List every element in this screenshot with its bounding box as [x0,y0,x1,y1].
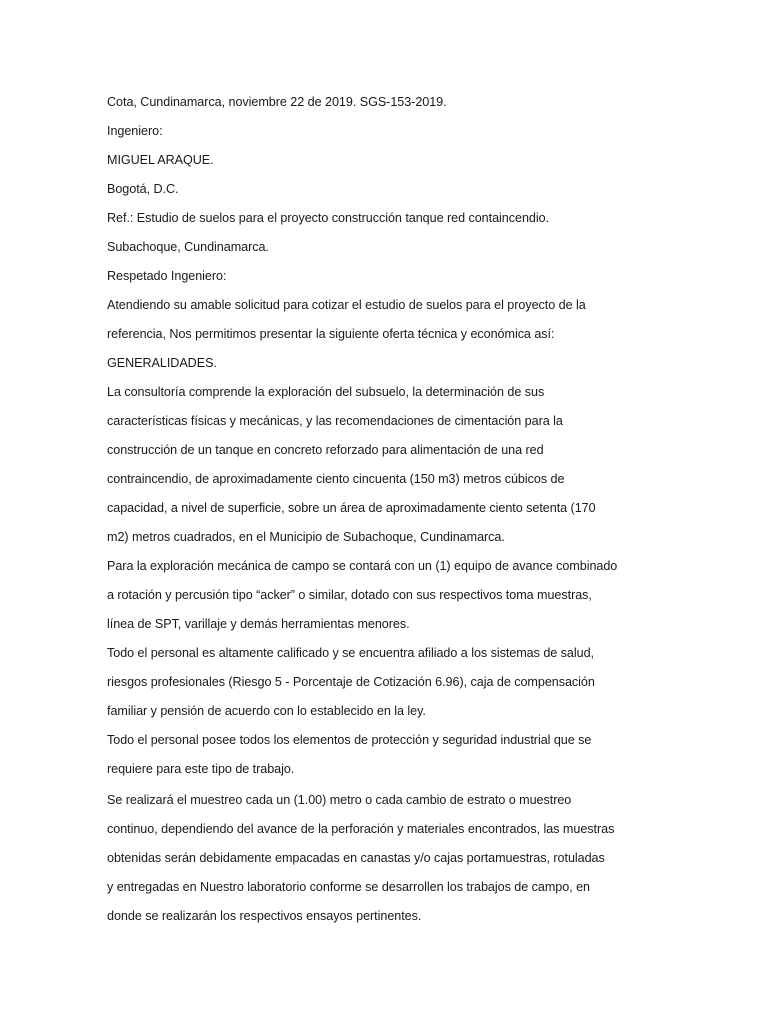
body-text-line: riesgos profesionales (Riesgo 5 - Porcentaje de Cotización 6.96), caja de compensación [107,675,595,689]
body-text-line: Atendiendo su amable solicitud para cotizar el estudio de suelos para el proyecto de la [107,298,586,312]
body-text-line: Todo el personal es altamente calificado y se encuentra afiliado a los sistemas de salud, [107,646,594,660]
body-text-line: capacidad, a nivel de superficie, sobre un área de aproximadamente ciento setenta (170 [107,501,596,515]
body-text-line: línea de SPT, varillaje y demás herramientas menores. [107,617,410,631]
body-text-line: continuo, dependiendo del avance de la perforación y materiales encontrados, las muestras [107,822,615,836]
addressee-city: Bogotá, D.C. [107,182,179,196]
body-text-line: referencia, Nos permitimos presentar la siguiente oferta técnica y económica así: [107,327,555,341]
addressee-title: Ingeniero: [107,124,163,138]
reference-location: Subachoque, Cundinamarca. [107,240,269,254]
body-text-line: características físicas y mecánicas, y las recomendaciones de cimentación para la [107,414,563,428]
body-text-line: a rotación y percusión tipo “acker” o similar, dotado con sus respectivos toma muestras, [107,588,592,602]
body-text-line: La consultoría comprende la exploración del subsuelo, la determinación de sus [107,385,545,399]
body-text-line: familiar y pensión de acuerdo con lo establecido en la ley. [107,704,426,718]
addressee-name: MIGUEL ARAQUE. [107,153,214,167]
section-heading: GENERALIDADES. [107,356,217,370]
body-text-line: contraincendio, de aproximadamente ciento cincuenta (150 m3) metros cúbicos de [107,472,565,486]
body-text-line: construcción de un tanque en concreto reforzado para alimentación de una red [107,443,544,457]
body-text-line: m2) metros cuadrados, en el Municipio de Subachoque, Cundinamarca. [107,530,505,544]
body-text-line: Todo el personal posee todos los elementos de protección y seguridad industrial que se [107,733,592,747]
body-text-line: requiere para este tipo de trabajo. [107,762,295,776]
body-text-line: Para la exploración mecánica de campo se contará con un (1) equipo de avance combinado [107,559,618,573]
date-reference-line: Cota, Cundinamarca, noviembre 22 de 2019. SGS-153-2019. [107,95,447,109]
body-text-line: Se realizará el muestreo cada un (1.00) metro o cada cambio de estrato o muestreo [107,793,572,807]
body-text-line: obtenidas serán debidamente empacadas en canastas y/o cajas portamuestras, rotuladas [107,851,605,865]
body-text-line: y entregadas en Nuestro laboratorio conforme se desarrollen los trabajos de campo, en [107,880,590,894]
body-text-line: donde se realizarán los respectivos ensayos pertinentes. [107,909,422,923]
salutation: Respetado Ingeniero: [107,269,227,283]
reference-line: Ref.: Estudio de suelos para el proyecto construcción tanque red containcendio. [107,211,550,225]
